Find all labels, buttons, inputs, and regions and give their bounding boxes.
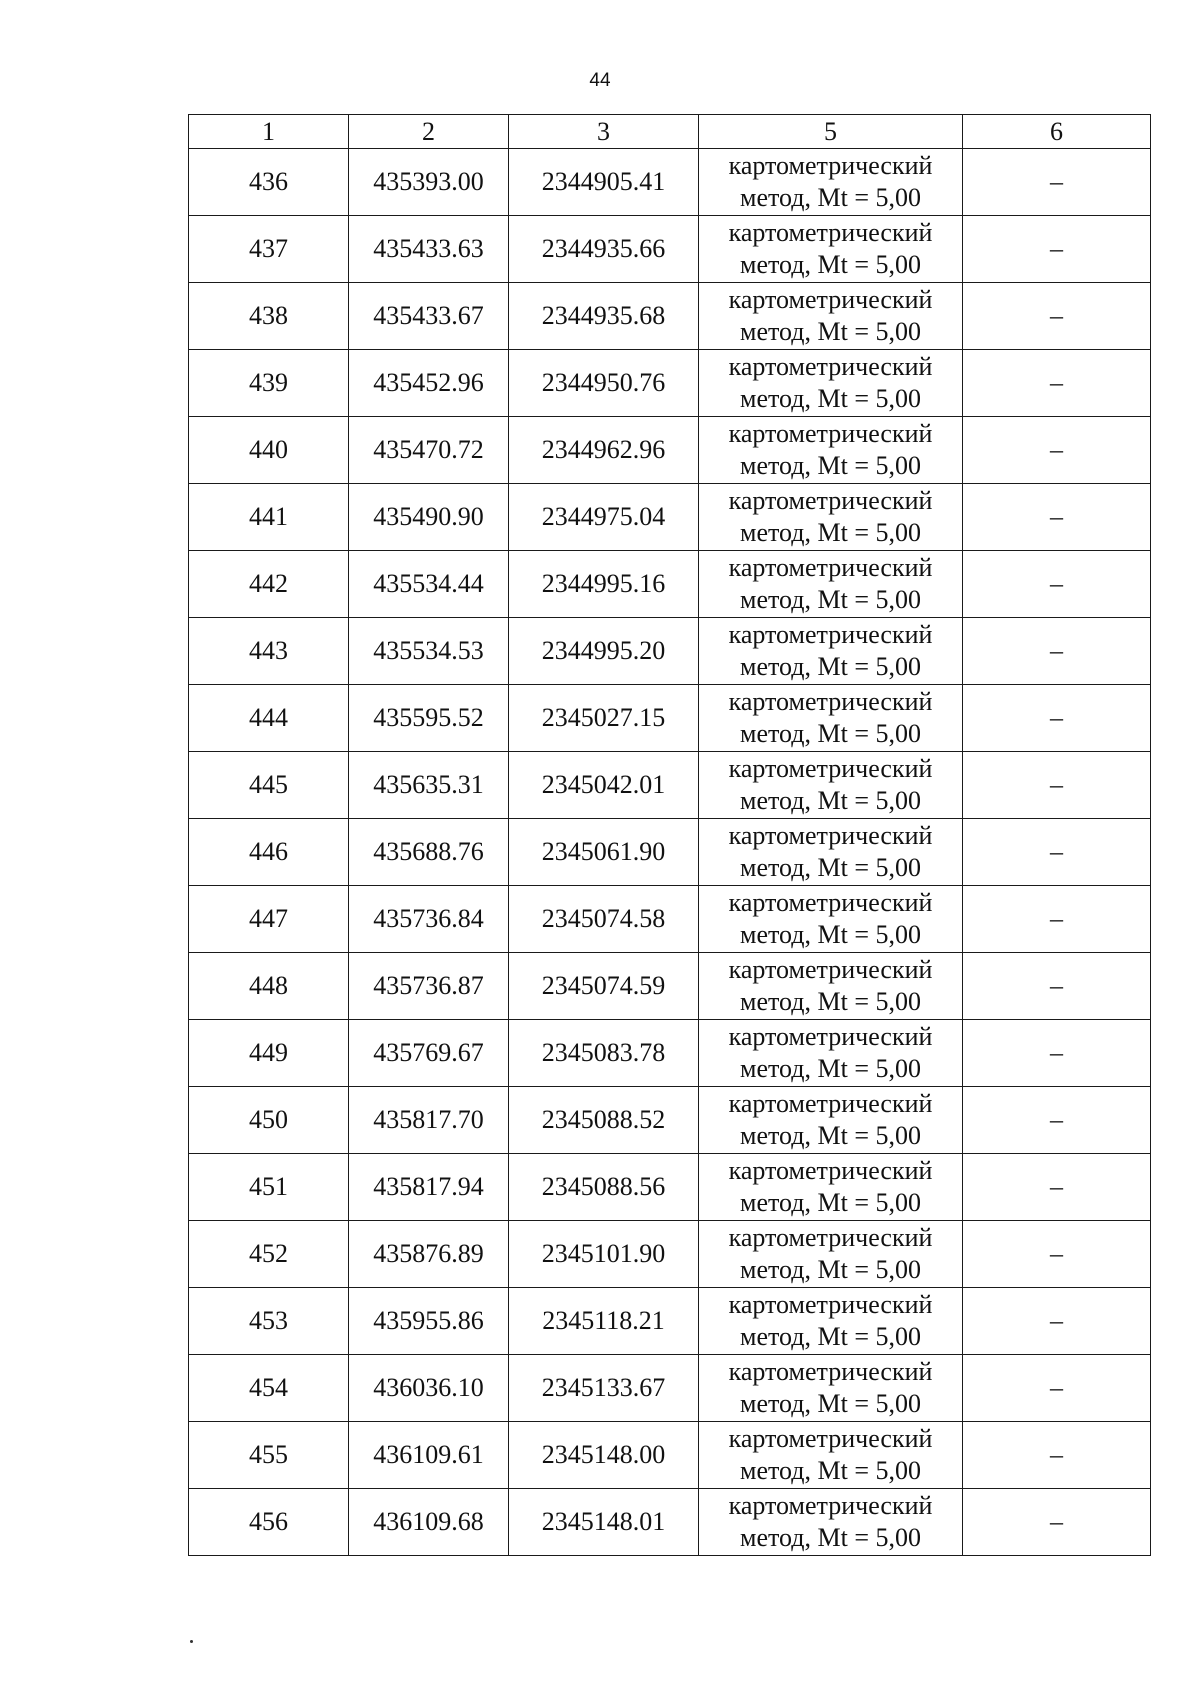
x-coordinate-cell: 436036.10 <box>349 1355 509 1422</box>
coordinates-table <box>188 114 1151 1556</box>
y-coordinate-cell: 2345133.67 <box>509 1355 699 1422</box>
method-cell <box>699 149 963 216</box>
point-number-cell: 440 <box>189 417 349 484</box>
column-6-cell: – <box>963 1355 1151 1422</box>
column-6-cell: – <box>963 551 1151 618</box>
method-cell <box>699 1087 963 1154</box>
x-coordinate-cell: 435688.76 <box>349 819 509 886</box>
point-number-cell: 439 <box>189 350 349 417</box>
table-row <box>189 484 1151 551</box>
x-coordinate-cell: 435490.90 <box>349 484 509 551</box>
method-line-2: метод, Mt = 5,00 <box>740 1523 921 1552</box>
x-coordinate-cell: 435817.94 <box>349 1154 509 1221</box>
x-coordinate-cell: 435769.67 <box>349 1020 509 1087</box>
method-line-2: метод, Mt = 5,00 <box>740 786 921 815</box>
point-number-cell: 453 <box>189 1288 349 1355</box>
y-coordinate-cell: 2345148.01 <box>509 1489 699 1556</box>
point-number-cell: 438 <box>189 283 349 350</box>
method-cell <box>699 1355 963 1422</box>
table-row <box>189 1355 1151 1422</box>
method-line-1: картометрический <box>728 1156 933 1185</box>
y-coordinate-cell: 2345088.56 <box>509 1154 699 1221</box>
table-row <box>189 350 1151 417</box>
table-row <box>189 1221 1151 1288</box>
table-row <box>189 1422 1151 1489</box>
point-number-cell: 441 <box>189 484 349 551</box>
table-row <box>189 819 1151 886</box>
column-6-cell: – <box>963 417 1151 484</box>
point-number-cell: 445 <box>189 752 349 819</box>
method-cell <box>699 1020 963 1087</box>
table-row <box>189 886 1151 953</box>
method-cell <box>699 1288 963 1355</box>
y-coordinate-cell: 2344950.76 <box>509 350 699 417</box>
column-6-cell: – <box>963 1221 1151 1288</box>
method-cell <box>699 283 963 350</box>
method-line-1: картометрический <box>728 955 933 984</box>
method-cell <box>699 1154 963 1221</box>
method-cell <box>699 551 963 618</box>
table-row <box>189 1087 1151 1154</box>
method-line-2: метод, Mt = 5,00 <box>740 518 921 547</box>
point-number-cell: 446 <box>189 819 349 886</box>
header-cell-2: 2 <box>349 115 509 149</box>
method-cell <box>699 752 963 819</box>
column-6-cell: – <box>963 752 1151 819</box>
method-line-2: метод, Mt = 5,00 <box>740 384 921 413</box>
method-line-1: картометрический <box>728 1223 933 1252</box>
column-6-cell: – <box>963 283 1151 350</box>
point-number-cell: 455 <box>189 1422 349 1489</box>
stray-dot <box>190 1640 193 1643</box>
x-coordinate-cell: 435393.00 <box>349 149 509 216</box>
table-row <box>189 417 1151 484</box>
y-coordinate-cell: 2344975.04 <box>509 484 699 551</box>
method-line-2: метод, Mt = 5,00 <box>740 719 921 748</box>
method-line-1: картометрический <box>728 419 933 448</box>
point-number-cell: 451 <box>189 1154 349 1221</box>
y-coordinate-cell: 2345118.21 <box>509 1288 699 1355</box>
x-coordinate-cell: 435534.44 <box>349 551 509 618</box>
x-coordinate-cell: 435736.84 <box>349 886 509 953</box>
point-number-cell: 447 <box>189 886 349 953</box>
method-line-1: картометрический <box>728 1089 933 1118</box>
x-coordinate-cell: 435534.53 <box>349 618 509 685</box>
method-line-1: картометрический <box>728 821 933 850</box>
table-row <box>189 1288 1151 1355</box>
y-coordinate-cell: 2344995.20 <box>509 618 699 685</box>
x-coordinate-cell: 435433.67 <box>349 283 509 350</box>
column-6-cell: – <box>963 886 1151 953</box>
point-number-cell: 454 <box>189 1355 349 1422</box>
point-number-cell: 443 <box>189 618 349 685</box>
table-row <box>189 1154 1151 1221</box>
point-number-cell: 448 <box>189 953 349 1020</box>
method-line-2: метод, Mt = 5,00 <box>740 1188 921 1217</box>
method-cell <box>699 1221 963 1288</box>
y-coordinate-cell: 2345061.90 <box>509 819 699 886</box>
method-line-1: картометрический <box>728 352 933 381</box>
y-coordinate-cell: 2344905.41 <box>509 149 699 216</box>
table-row <box>189 752 1151 819</box>
x-coordinate-cell: 436109.61 <box>349 1422 509 1489</box>
method-cell <box>699 417 963 484</box>
method-line-2: метод, Mt = 5,00 <box>740 1121 921 1150</box>
y-coordinate-cell: 2345148.00 <box>509 1422 699 1489</box>
page-number: 44 <box>589 70 611 91</box>
method-line-1: картометрический <box>728 285 933 314</box>
method-line-2: метод, Mt = 5,00 <box>740 250 921 279</box>
x-coordinate-cell: 435876.89 <box>349 1221 509 1288</box>
method-line-2: метод, Mt = 5,00 <box>740 317 921 346</box>
table-row <box>189 283 1151 350</box>
y-coordinate-cell: 2344962.96 <box>509 417 699 484</box>
y-coordinate-cell: 2345042.01 <box>509 752 699 819</box>
column-6-cell: – <box>963 618 1151 685</box>
header-cell-3: 3 <box>509 115 699 149</box>
y-coordinate-cell: 2345101.90 <box>509 1221 699 1288</box>
method-line-1: картометрический <box>728 888 933 917</box>
x-coordinate-cell: 435635.31 <box>349 752 509 819</box>
x-coordinate-cell: 435452.96 <box>349 350 509 417</box>
x-coordinate-cell: 435736.87 <box>349 953 509 1020</box>
method-line-2: метод, Mt = 5,00 <box>740 1456 921 1485</box>
method-line-1: картометрический <box>728 1424 933 1453</box>
method-line-2: метод, Mt = 5,00 <box>740 652 921 681</box>
point-number-cell: 444 <box>189 685 349 752</box>
method-line-2: метод, Mt = 5,00 <box>740 183 921 212</box>
x-coordinate-cell: 435595.52 <box>349 685 509 752</box>
y-coordinate-cell: 2345027.15 <box>509 685 699 752</box>
table-row <box>189 1020 1151 1087</box>
method-line-2: метод, Mt = 5,00 <box>740 1322 921 1351</box>
method-line-2: метод, Mt = 5,00 <box>740 585 921 614</box>
method-line-2: метод, Mt = 5,00 <box>740 1255 921 1284</box>
table-row <box>189 149 1151 216</box>
header-cell-1: 1 <box>189 115 349 149</box>
y-coordinate-cell: 2345074.58 <box>509 886 699 953</box>
method-cell <box>699 484 963 551</box>
table-body <box>189 149 1151 1556</box>
column-6-cell: – <box>963 1489 1151 1556</box>
method-line-1: картометрический <box>728 1290 933 1319</box>
method-line-1: картометрический <box>728 1022 933 1051</box>
point-number-cell: 456 <box>189 1489 349 1556</box>
column-6-cell: – <box>963 685 1151 752</box>
method-line-1: картометрический <box>728 1491 933 1520</box>
x-coordinate-cell: 435817.70 <box>349 1087 509 1154</box>
method-line-2: метод, Mt = 5,00 <box>740 987 921 1016</box>
table-row <box>189 1489 1151 1556</box>
column-6-cell: – <box>963 149 1151 216</box>
method-cell <box>699 819 963 886</box>
header-cell-6: 6 <box>963 115 1151 149</box>
method-cell <box>699 886 963 953</box>
method-cell <box>699 350 963 417</box>
method-line-1: картометрический <box>728 151 933 180</box>
point-number-cell: 452 <box>189 1221 349 1288</box>
method-cell <box>699 685 963 752</box>
y-coordinate-cell: 2345083.78 <box>509 1020 699 1087</box>
method-line-1: картометрический <box>728 620 933 649</box>
y-coordinate-cell: 2344935.68 <box>509 283 699 350</box>
method-line-1: картометрический <box>728 1357 933 1386</box>
method-cell <box>699 1489 963 1556</box>
header-cell-5: 5 <box>699 115 963 149</box>
point-number-cell: 436 <box>189 149 349 216</box>
method-line-2: метод, Mt = 5,00 <box>740 853 921 882</box>
method-line-1: картометрический <box>728 687 933 716</box>
column-6-cell: – <box>963 484 1151 551</box>
x-coordinate-cell: 436109.68 <box>349 1489 509 1556</box>
column-6-cell: – <box>963 953 1151 1020</box>
method-cell <box>699 216 963 283</box>
method-line-2: метод, Mt = 5,00 <box>740 920 921 949</box>
column-6-cell: – <box>963 350 1151 417</box>
point-number-cell: 442 <box>189 551 349 618</box>
x-coordinate-cell: 435433.63 <box>349 216 509 283</box>
column-6-cell: – <box>963 1288 1151 1355</box>
method-line-1: картометрический <box>728 553 933 582</box>
table-row <box>189 685 1151 752</box>
column-6-cell: – <box>963 216 1151 283</box>
column-6-cell: – <box>963 819 1151 886</box>
method-line-1: картометрический <box>728 754 933 783</box>
point-number-cell: 437 <box>189 216 349 283</box>
column-6-cell: – <box>963 1020 1151 1087</box>
method-cell <box>699 618 963 685</box>
method-cell <box>699 1422 963 1489</box>
table-row <box>189 216 1151 283</box>
point-number-cell: 449 <box>189 1020 349 1087</box>
y-coordinate-cell: 2345088.52 <box>509 1087 699 1154</box>
method-line-2: метод, Mt = 5,00 <box>740 1054 921 1083</box>
x-coordinate-cell: 435955.86 <box>349 1288 509 1355</box>
column-6-cell: – <box>963 1154 1151 1221</box>
method-line-1: картометрический <box>728 486 933 515</box>
header-row <box>189 115 1151 149</box>
method-line-1: картометрический <box>728 218 933 247</box>
table-row <box>189 953 1151 1020</box>
y-coordinate-cell: 2344935.66 <box>509 216 699 283</box>
table-row <box>189 551 1151 618</box>
method-line-2: метод, Mt = 5,00 <box>740 1389 921 1418</box>
y-coordinate-cell: 2345074.59 <box>509 953 699 1020</box>
point-number-cell: 450 <box>189 1087 349 1154</box>
method-cell <box>699 953 963 1020</box>
method-line-2: метод, Mt = 5,00 <box>740 451 921 480</box>
x-coordinate-cell: 435470.72 <box>349 417 509 484</box>
column-6-cell: – <box>963 1422 1151 1489</box>
y-coordinate-cell: 2344995.16 <box>509 551 699 618</box>
column-6-cell: – <box>963 1087 1151 1154</box>
table-row <box>189 618 1151 685</box>
